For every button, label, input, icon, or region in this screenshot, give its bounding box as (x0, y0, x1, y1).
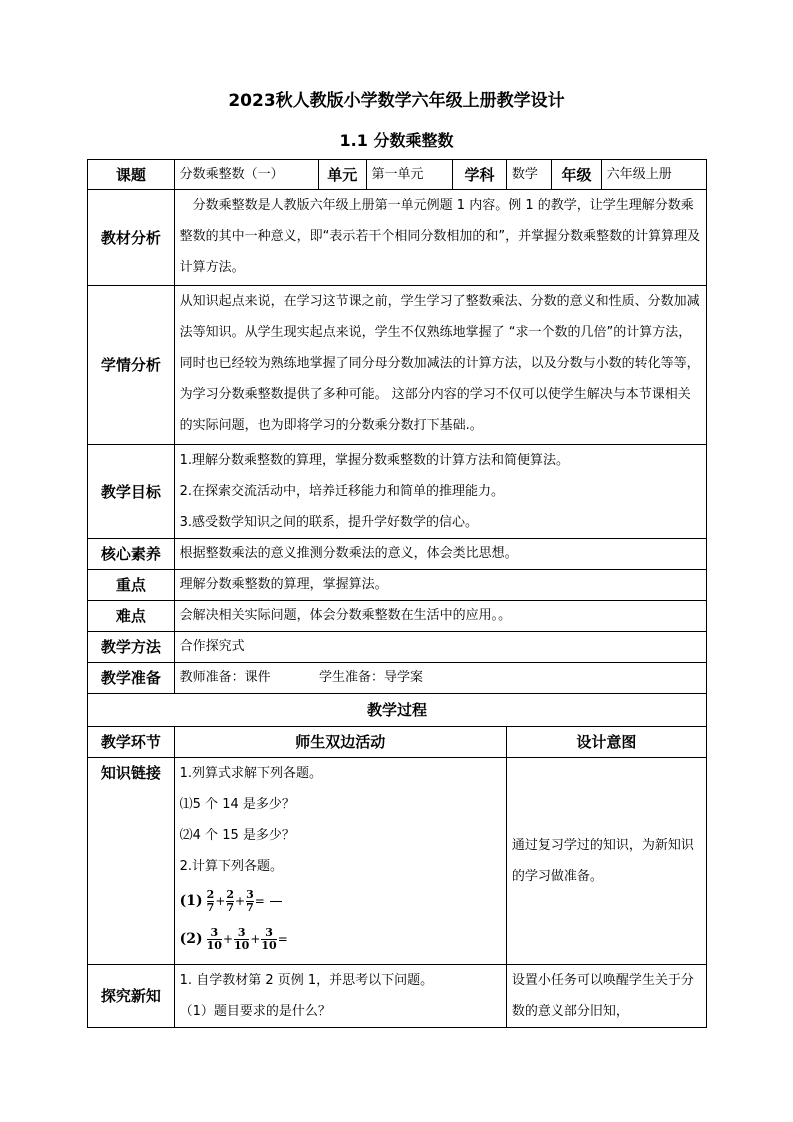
knowledge-link-intent: 通过复习学过的知识，为新知识的学习做准备。 (506, 758, 706, 965)
plus-sign: + (222, 932, 234, 946)
subject-value: 数学 (506, 160, 551, 190)
equals-sign: = (277, 932, 288, 946)
subject-label: 学科 (453, 160, 507, 190)
textbook-analysis-text: 分数乘整数是人教版六年级上册第一单元例题 1 内容。例 1 的教学，让学生理解分数乘整数的其中一种意义，即“表示若干个相同分数相加的和”，并掌握分数乘整数的计算算理及计算方法。 (179, 198, 701, 275)
fraction: $\frac{3}{10}$ (206, 925, 222, 952)
col-stage-header: 教学环节 (88, 727, 175, 758)
fraction: $\frac{3}{10}$ (234, 925, 250, 952)
process-columns-row (88, 727, 707, 758)
topic-value: 分数乘整数（一） (174, 160, 318, 190)
core-literacy-label: 核心素养 (88, 539, 175, 570)
teaching-method-row (88, 632, 707, 663)
explore-item: 1. 自学教材第 2 页例 1，并思考以下问题。 (179, 973, 434, 988)
learning-analysis-label: 学情分析 (88, 286, 175, 445)
teaching-prep-row (88, 663, 707, 694)
teaching-method-label: 教学方法 (88, 632, 175, 663)
header-row (88, 160, 707, 190)
equation-2 (180, 920, 501, 958)
goal-item: 2.在探索交流活动中，培养迁移能力和简单的推理能力。 (179, 484, 505, 499)
teaching-goals-label: 教学目标 (88, 445, 175, 539)
core-literacy-row (88, 539, 707, 570)
col-activity-header: 师生双边活动 (174, 727, 506, 758)
learning-analysis-row (88, 286, 707, 445)
explore-row (88, 965, 707, 1028)
plus-sign: + (250, 932, 261, 946)
lesson-plan-table (87, 159, 707, 1028)
plus-sign: + (235, 894, 246, 908)
core-literacy-text: 根据整数乘法的意义推测分数乘法的意义，体会类比思想。 (174, 539, 706, 570)
explore-item: （1）题目要求的是什么？ (179, 1004, 331, 1019)
goal-item: 1.理解分数乘整数的算理，掌握分数乘整数的计算方法和简便算法。 (179, 453, 570, 468)
student-prep: 学生准备：导学案 (318, 670, 423, 685)
knowledge-link-label: 知识链接 (88, 758, 175, 965)
teacher-prep: 教师准备：课件 (179, 670, 271, 685)
link-item: ⑴5 个 14 是多少？ (179, 797, 295, 812)
plus-sign: + (215, 894, 226, 908)
link-item: ⑵4 个 15 是多少？ (179, 828, 295, 843)
answer-blank (270, 901, 282, 902)
process-heading-row (88, 694, 707, 727)
link-item: 1.列算式求解下列各题。 (179, 766, 323, 781)
topic-label: 课题 (88, 160, 175, 190)
equation-1 (180, 882, 501, 920)
learning-analysis-text: 从知识起点来说，在学习这节课之前，学生学习了整数乘法、分数的意义和性质、分数加减法等知识。从学生现实起点来说，学生不仅熟练地掌握了 “求一个数的几倍”的计算方法，同时也已经较为熟练地掌握了同分母分数加减法的计算方法，以及分数与小数的转化等等，为学习分数乘整数提供了多种可能。 这部分内容的学习不仅可以使学生解决与本节课相关的实际问题，也为即将学习的分数乘分数打下基础.。 (179, 294, 700, 433)
teaching-method-text: 合作探究式 (174, 632, 706, 663)
difficulty-label: 难点 (88, 601, 175, 632)
difficulty-row (88, 601, 707, 632)
fraction: $\frac{2}{7}$ (226, 887, 235, 914)
col-intent-header: 设计意图 (506, 727, 706, 758)
document-title: 2023秋人教版小学数学六年级上册教学设计 (228, 91, 565, 111)
unit-value: 第一单元 (366, 160, 453, 190)
knowledge-link-row (88, 758, 707, 965)
equation-1-number: (1) (179, 893, 203, 909)
explore-intent: 设置小任务可以唤醒学生关于分数的意义部分旧知， (506, 965, 706, 1028)
key-point-text: 理解分数乘整数的算理，掌握算法。 (174, 570, 706, 601)
explore-label: 探究新知 (88, 965, 175, 1028)
equation-2-number: (2) (179, 931, 203, 947)
grade-label: 年级 (552, 160, 602, 190)
fraction: $\frac{3}{10}$ (261, 925, 277, 952)
goal-item: 3.感受数学知识之间的联系，提升学好数学的信心。 (179, 515, 479, 530)
teaching-prep-label: 教学准备 (88, 663, 175, 694)
key-point-label: 重点 (88, 570, 175, 601)
fraction: $\frac{3}{7}$ (246, 887, 254, 914)
document-subtitle: 1.1 分数乘整数 (339, 131, 454, 150)
fraction: $\frac{2}{7}$ (206, 887, 215, 914)
difficulty-text: 会解决相关实际问题，体会分数乘整数在生活中的应用。。 (174, 601, 706, 632)
unit-label: 单元 (319, 160, 366, 190)
teaching-goals-row (88, 445, 707, 539)
equals-sign: = (254, 894, 265, 908)
key-point-row (88, 570, 707, 601)
process-heading: 教学过程 (88, 694, 707, 727)
link-item: 2.计算下列各题。 (179, 859, 284, 874)
textbook-analysis-row (88, 190, 707, 286)
textbook-analysis-label: 教材分析 (88, 190, 175, 286)
grade-value: 六年级上册 (601, 160, 706, 190)
